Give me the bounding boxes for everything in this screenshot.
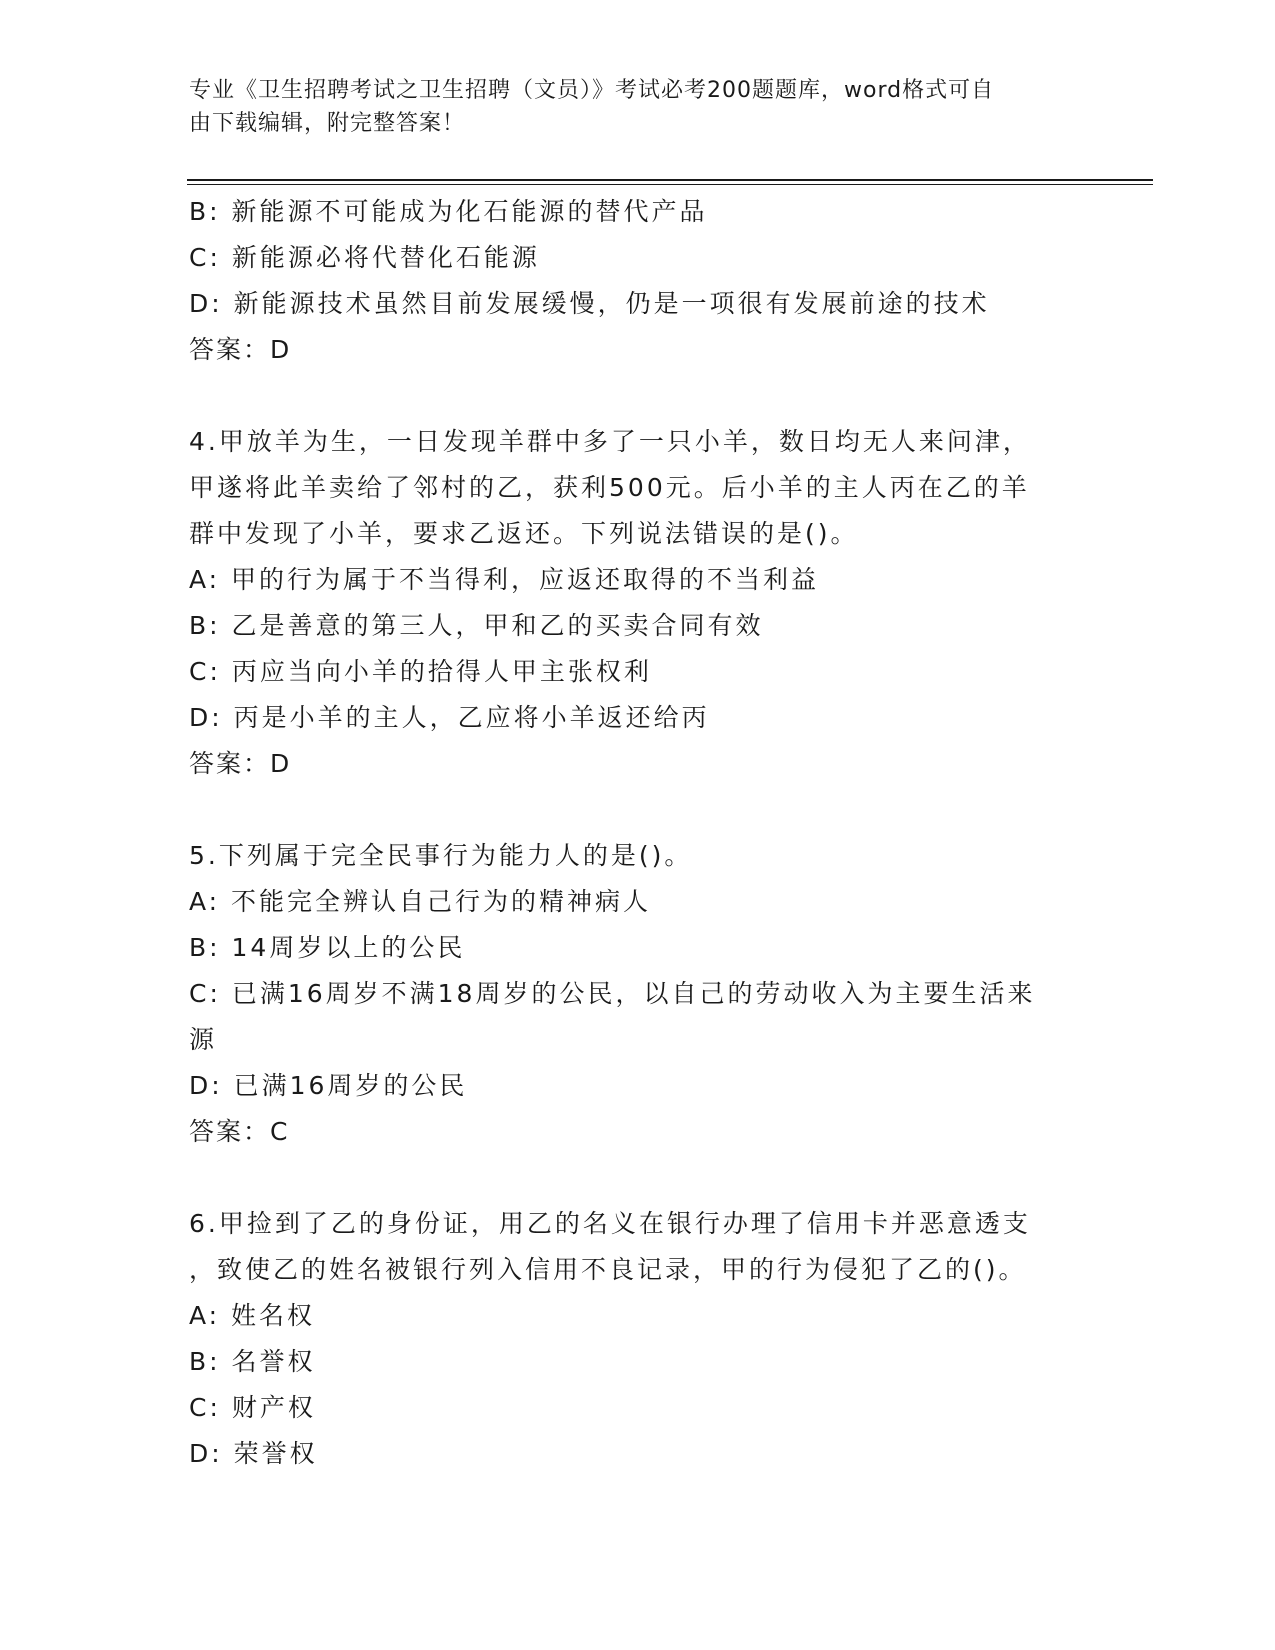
answer: 答案：C [189,1117,290,1146]
question-4 [189,419,1089,787]
header-divider-thick [187,179,1153,181]
option-b: B: 新能源不可能成为化石能源的替代产品 [189,197,708,226]
spacer [189,1155,1089,1201]
question-stem-line: 甲遂将此羊卖给了邻村的乙，获利500元。后小羊的主人丙在乙的羊 [189,473,1030,502]
option-c: C: 已满16周岁不满18周岁的公民，以自己的劳动收入为主要生活来 [189,979,1036,1008]
option-b: B: 乙是善意的第三人，甲和乙的买卖合同有效 [189,611,764,640]
spacer [189,373,1089,419]
option-b: B: 名誉权 [189,1347,316,1376]
document-header [189,74,1069,140]
option-c-continued: 源 [189,1025,218,1054]
option-c: C: 丙应当向小羊的拾得人甲主张权利 [189,657,652,686]
option-d: D: 荣誉权 [189,1439,318,1468]
option-c: C: 财产权 [189,1393,316,1422]
question-stem-line: ，致使乙的姓名被银行列入信用不良记录，甲的行为侵犯了乙的()。 [189,1255,1027,1284]
option-a: A: 不能完全辨认自己行为的精神病人 [189,887,652,916]
option-d: D: 已满16周岁的公民 [189,1071,468,1100]
option-d: D: 丙是小羊的主人，乙应将小羊返还给丙 [189,703,710,732]
option-a: A: 姓名权 [189,1301,316,1330]
question-stem-line: 5.下列属于完全民事行为能力人的是()。 [189,841,693,870]
option-a: A: 甲的行为属于不当得利，应返还取得的不当利益 [189,565,820,594]
option-b: B: 14周岁以上的公民 [189,933,466,962]
question-list [189,189,1089,1477]
option-c: C: 新能源必将代替化石能源 [189,243,540,272]
spacer [189,787,1089,833]
answer: 答案：D [189,749,292,778]
question-stem-line: 6.甲捡到了乙的身份证，用乙的名义在银行办理了信用卡并恶意透支 [189,1209,1031,1238]
question-3 [189,189,1089,373]
header-divider-thin [187,184,1153,185]
question-5 [189,833,1089,1155]
question-6 [189,1201,1089,1477]
header-line-2: 由下载编辑，附完整答案！ [189,111,466,136]
header-line-1: 专业《卫生招聘考试之卫生招聘（文员）》考试必考200题题库，word格式可自 [189,78,995,103]
answer: 答案：D [189,335,292,364]
option-d: D: 新能源技术虽然目前发展缓慢，仍是一项很有发展前途的技术 [189,289,990,318]
question-stem-line: 4.甲放羊为生，一日发现羊群中多了一只小羊，数日均无人来问津， [189,427,1031,456]
question-stem-line: 群中发现了小羊，要求乙返还。下列说法错误的是()。 [189,519,859,548]
